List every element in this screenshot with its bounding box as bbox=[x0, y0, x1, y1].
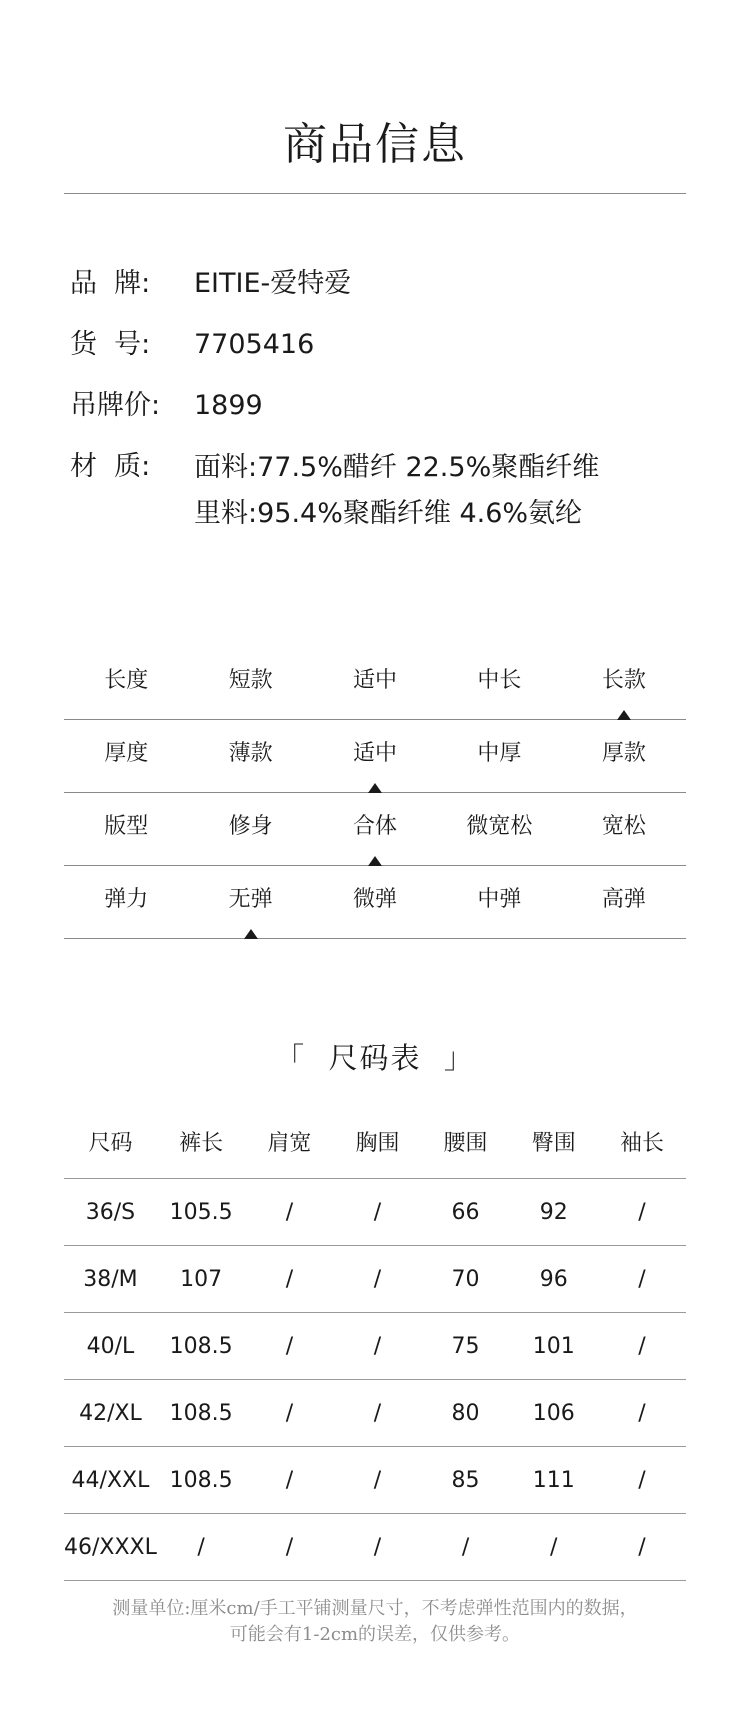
attribute-option-label: 长款 bbox=[601, 668, 646, 693]
table-cell: / bbox=[157, 1514, 246, 1581]
attribute-option bbox=[313, 720, 437, 792]
attribute-row bbox=[64, 866, 686, 939]
attribute-option bbox=[562, 866, 686, 938]
table-cell: 46/XXXL bbox=[64, 1514, 157, 1581]
table-cell: 108.5 bbox=[157, 1380, 246, 1447]
selected-triangle-icon bbox=[617, 710, 631, 720]
attribute-name: 厚度 bbox=[104, 741, 149, 766]
table-cell: / bbox=[333, 1313, 421, 1380]
table-cell: 108.5 bbox=[157, 1447, 246, 1514]
table-cell: 105.5 bbox=[157, 1179, 246, 1246]
size-table bbox=[64, 1112, 686, 1581]
attribute-row bbox=[64, 793, 686, 866]
attribute-option-label: 适中 bbox=[353, 668, 398, 693]
attribute-option-label: 宽松 bbox=[601, 814, 646, 839]
attribute-option bbox=[188, 720, 312, 792]
table-cell: 44/XXL bbox=[64, 1447, 157, 1514]
tag-price-row bbox=[70, 384, 710, 428]
lining-composition: 里料:95.4%聚酯纤维 4.6%氨纶 bbox=[194, 498, 583, 529]
brand-label: 品 牌: bbox=[70, 268, 151, 299]
attribute-option bbox=[313, 793, 437, 865]
attribute-option bbox=[562, 793, 686, 865]
table-cell: 106 bbox=[510, 1380, 598, 1447]
table-cell: 70 bbox=[421, 1246, 509, 1313]
table-row bbox=[64, 1514, 686, 1581]
table-cell: / bbox=[245, 1313, 333, 1380]
table-cell: / bbox=[598, 1380, 686, 1447]
attribute-row bbox=[64, 647, 686, 720]
size-column-header: 臀围 bbox=[510, 1112, 598, 1179]
attribute-option-label: 中长 bbox=[477, 668, 522, 693]
table-cell: 85 bbox=[421, 1447, 509, 1514]
page-title: 商品信息 bbox=[283, 119, 467, 170]
table-cell: 38/M bbox=[64, 1246, 157, 1313]
table-cell: 111 bbox=[510, 1447, 598, 1514]
table-cell: / bbox=[421, 1514, 509, 1581]
table-cell: / bbox=[333, 1179, 421, 1246]
note-line-1: 测量单位:厘米cm/手工平铺测量尺寸，不考虑弹性范围内的数据， bbox=[112, 1598, 638, 1619]
table-cell: 108.5 bbox=[157, 1313, 246, 1380]
attribute-option bbox=[437, 647, 561, 719]
attribute-option-label: 短款 bbox=[228, 668, 273, 693]
table-cell: / bbox=[333, 1246, 421, 1313]
table-row bbox=[64, 1380, 686, 1447]
brand-row bbox=[70, 262, 710, 306]
attribute-option bbox=[313, 866, 437, 938]
size-table-body bbox=[64, 1179, 686, 1581]
table-cell: 40/L bbox=[64, 1313, 157, 1380]
selected-triangle-icon bbox=[368, 783, 382, 793]
table-cell: / bbox=[245, 1447, 333, 1514]
attribute-option-label: 高弹 bbox=[601, 887, 646, 912]
attribute-option-label: 无弹 bbox=[228, 887, 273, 912]
selected-triangle-icon bbox=[244, 929, 258, 939]
attribute-option-label: 微弹 bbox=[353, 887, 398, 912]
attribute-option bbox=[437, 720, 561, 792]
material-label: 材 质: bbox=[70, 451, 151, 482]
title-divider bbox=[64, 193, 686, 194]
attribute-option-label: 中弹 bbox=[477, 887, 522, 912]
attribute-option bbox=[562, 720, 686, 792]
table-row bbox=[64, 1179, 686, 1246]
fabric-composition: 面料:77.5%醋纤 22.5%聚酯纤维 bbox=[194, 452, 600, 483]
attribute-option-label: 薄款 bbox=[228, 741, 273, 766]
attribute-option bbox=[188, 793, 312, 865]
product-info bbox=[70, 262, 710, 537]
table-cell: 80 bbox=[421, 1380, 509, 1447]
attribute-name: 弹力 bbox=[104, 887, 149, 912]
size-column-header: 腰围 bbox=[421, 1112, 509, 1179]
attribute-option bbox=[188, 866, 312, 938]
table-cell: / bbox=[333, 1447, 421, 1514]
attribute-name: 版型 bbox=[104, 814, 149, 839]
table-cell: / bbox=[245, 1179, 333, 1246]
sku-label: 货 号: bbox=[70, 329, 151, 360]
size-column-header: 肩宽 bbox=[245, 1112, 333, 1179]
size-column-header: 胸围 bbox=[333, 1112, 421, 1179]
attribute-scale-table bbox=[64, 647, 686, 939]
size-table-header bbox=[64, 1112, 686, 1179]
table-cell: / bbox=[245, 1246, 333, 1313]
attribute-option bbox=[313, 647, 437, 719]
attribute-option-label: 合体 bbox=[353, 814, 398, 839]
table-cell: 75 bbox=[421, 1313, 509, 1380]
sku-value: 7705416 bbox=[194, 329, 315, 360]
tag-price-value: 1899 bbox=[194, 390, 263, 421]
attribute-option-label: 适中 bbox=[353, 741, 398, 766]
attribute-name: 长度 bbox=[104, 668, 149, 693]
table-cell: / bbox=[333, 1514, 421, 1581]
table-cell: / bbox=[510, 1514, 598, 1581]
table-cell: / bbox=[598, 1246, 686, 1313]
attribute-row bbox=[64, 720, 686, 793]
tag-price-label: 吊牌价: bbox=[70, 390, 161, 421]
table-cell: / bbox=[598, 1514, 686, 1581]
table-row bbox=[64, 1313, 686, 1380]
table-cell: 66 bbox=[421, 1179, 509, 1246]
size-column-header: 袖长 bbox=[598, 1112, 686, 1179]
table-cell: / bbox=[333, 1380, 421, 1447]
attribute-option bbox=[188, 647, 312, 719]
table-cell: 36/S bbox=[64, 1179, 157, 1246]
attribute-option-label: 中厚 bbox=[477, 741, 522, 766]
attribute-option-label: 厚款 bbox=[601, 741, 646, 766]
table-row bbox=[64, 1447, 686, 1514]
table-cell: 92 bbox=[510, 1179, 598, 1246]
table-cell: / bbox=[245, 1514, 333, 1581]
brand-value: EITIE-爱特爱 bbox=[194, 268, 352, 299]
table-cell: 107 bbox=[157, 1246, 246, 1313]
attribute-option bbox=[437, 793, 561, 865]
attribute-option bbox=[562, 647, 686, 719]
table-row bbox=[64, 1246, 686, 1313]
measurement-note bbox=[0, 1596, 750, 1648]
material-value bbox=[194, 445, 710, 537]
table-cell: 42/XL bbox=[64, 1380, 157, 1447]
selected-triangle-icon bbox=[368, 856, 382, 866]
table-cell: / bbox=[245, 1380, 333, 1447]
size-column-header: 裤长 bbox=[157, 1112, 246, 1179]
table-cell: / bbox=[598, 1447, 686, 1514]
attribute-option bbox=[437, 866, 561, 938]
attribute-option-label: 修身 bbox=[228, 814, 273, 839]
attribute-option-label: 微宽松 bbox=[466, 814, 533, 839]
size-chart-title: 「 尺码表 」 bbox=[275, 1041, 475, 1075]
sku-row bbox=[70, 323, 710, 367]
table-cell: / bbox=[598, 1179, 686, 1246]
table-cell: 96 bbox=[510, 1246, 598, 1313]
table-cell: 101 bbox=[510, 1313, 598, 1380]
material-row bbox=[70, 445, 710, 537]
table-cell: / bbox=[598, 1313, 686, 1380]
note-line-2: 可能会有1-2cm的误差，仅供参考。 bbox=[229, 1624, 521, 1645]
size-column-header: 尺码 bbox=[64, 1112, 157, 1179]
